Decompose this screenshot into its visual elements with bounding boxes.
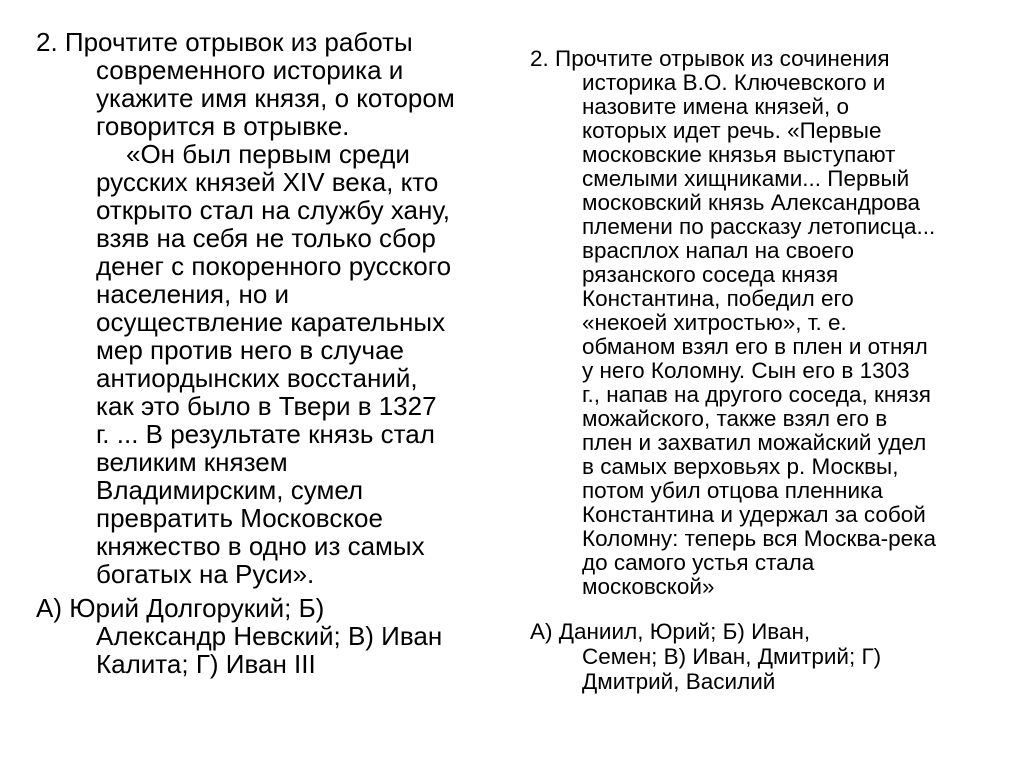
right-line: г., напав на другого соседа, князя bbox=[582, 382, 931, 407]
left-line: 2. Прочтите отрывок из работы bbox=[36, 27, 413, 57]
right-line: назовите имена князей, о bbox=[582, 94, 849, 119]
right-line: до самого устья стала bbox=[582, 550, 815, 575]
left-line: как это было в Твери в 1327 bbox=[96, 391, 437, 421]
left-line: антиордынских восстаний, bbox=[96, 363, 418, 393]
right-line: у него Коломну. Сын его в 1303 bbox=[582, 358, 910, 383]
left-line: взяв на себя не только сбор bbox=[96, 223, 436, 253]
right-line: потом убил отцова пленника bbox=[582, 478, 883, 503]
right-line: в самых верховьях р. Москвы, bbox=[582, 454, 899, 479]
right-line: «некоей хитростью», т. е. bbox=[582, 310, 847, 335]
left-line: г. ... В результате князь стал bbox=[96, 419, 435, 449]
right-line: Коломну: теперь вся Москва-река bbox=[582, 526, 936, 551]
right-line: смелыми хищниками... Первый bbox=[582, 166, 910, 191]
right-line: историка В.О. Ключевского и bbox=[582, 70, 886, 95]
left-line: открыто стал на службу хану, bbox=[96, 195, 450, 225]
left-line: княжество в одно из самых bbox=[96, 531, 425, 561]
left-line: осуществление карательных bbox=[96, 307, 446, 337]
left-line: богатых на Руси». bbox=[96, 559, 315, 589]
right-line: московской» bbox=[582, 574, 715, 599]
right-line: московские князья выступают bbox=[582, 142, 896, 167]
right-line: врасплох напал на своего bbox=[582, 238, 854, 263]
right-line: которых идет речь. «Первые bbox=[582, 118, 882, 143]
right-line: племени по рассказу летописца... bbox=[582, 214, 936, 239]
left-line: современного историка и bbox=[96, 55, 404, 85]
left-answer-line: Калита; Г) Иван III bbox=[96, 649, 316, 679]
left-line: населения, но и bbox=[96, 279, 290, 309]
left-line: великим князем bbox=[96, 447, 288, 477]
right-answer-line: Семен; В) Иван, Дмитрий; Г) bbox=[582, 644, 882, 669]
right-line: плен и захватил можайский удел bbox=[582, 430, 927, 455]
left-line: говорится в отрывке. bbox=[96, 111, 350, 141]
right-line: Константина и удержал за собой bbox=[582, 502, 926, 527]
left-line: денег с покоренного русского bbox=[96, 251, 452, 281]
right-line: можайского, также взял его в bbox=[582, 406, 888, 431]
right-line: обманом взял его в плен и отнял bbox=[582, 334, 928, 359]
left-line: «Он был первым среди bbox=[126, 139, 410, 169]
right-line: московский князь Александрова bbox=[582, 190, 921, 215]
right-line: 2. Прочтите отрывок из сочинения bbox=[530, 46, 890, 71]
left-line: русских князей XIV века, кто bbox=[96, 167, 439, 197]
left-answer-line: А) Юрий Долгорукий; Б) bbox=[36, 593, 325, 623]
left-line: мер против него в случае bbox=[96, 335, 405, 365]
right-line: рязанского соседа князя bbox=[582, 262, 839, 287]
right-answer-line: А) Даниил, Юрий; Б) Иван, bbox=[530, 619, 811, 644]
left-line: превратить Московское bbox=[96, 503, 383, 533]
left-line: укажите имя князя, о котором bbox=[96, 83, 455, 113]
left-answer-line: Александр Невский; В) Иван bbox=[96, 621, 443, 651]
right-answer-line: Дмитрий, Василий bbox=[582, 669, 776, 694]
left-line: Владимирским, сумел bbox=[96, 475, 364, 505]
right-line: Константина, победил его bbox=[582, 286, 854, 311]
